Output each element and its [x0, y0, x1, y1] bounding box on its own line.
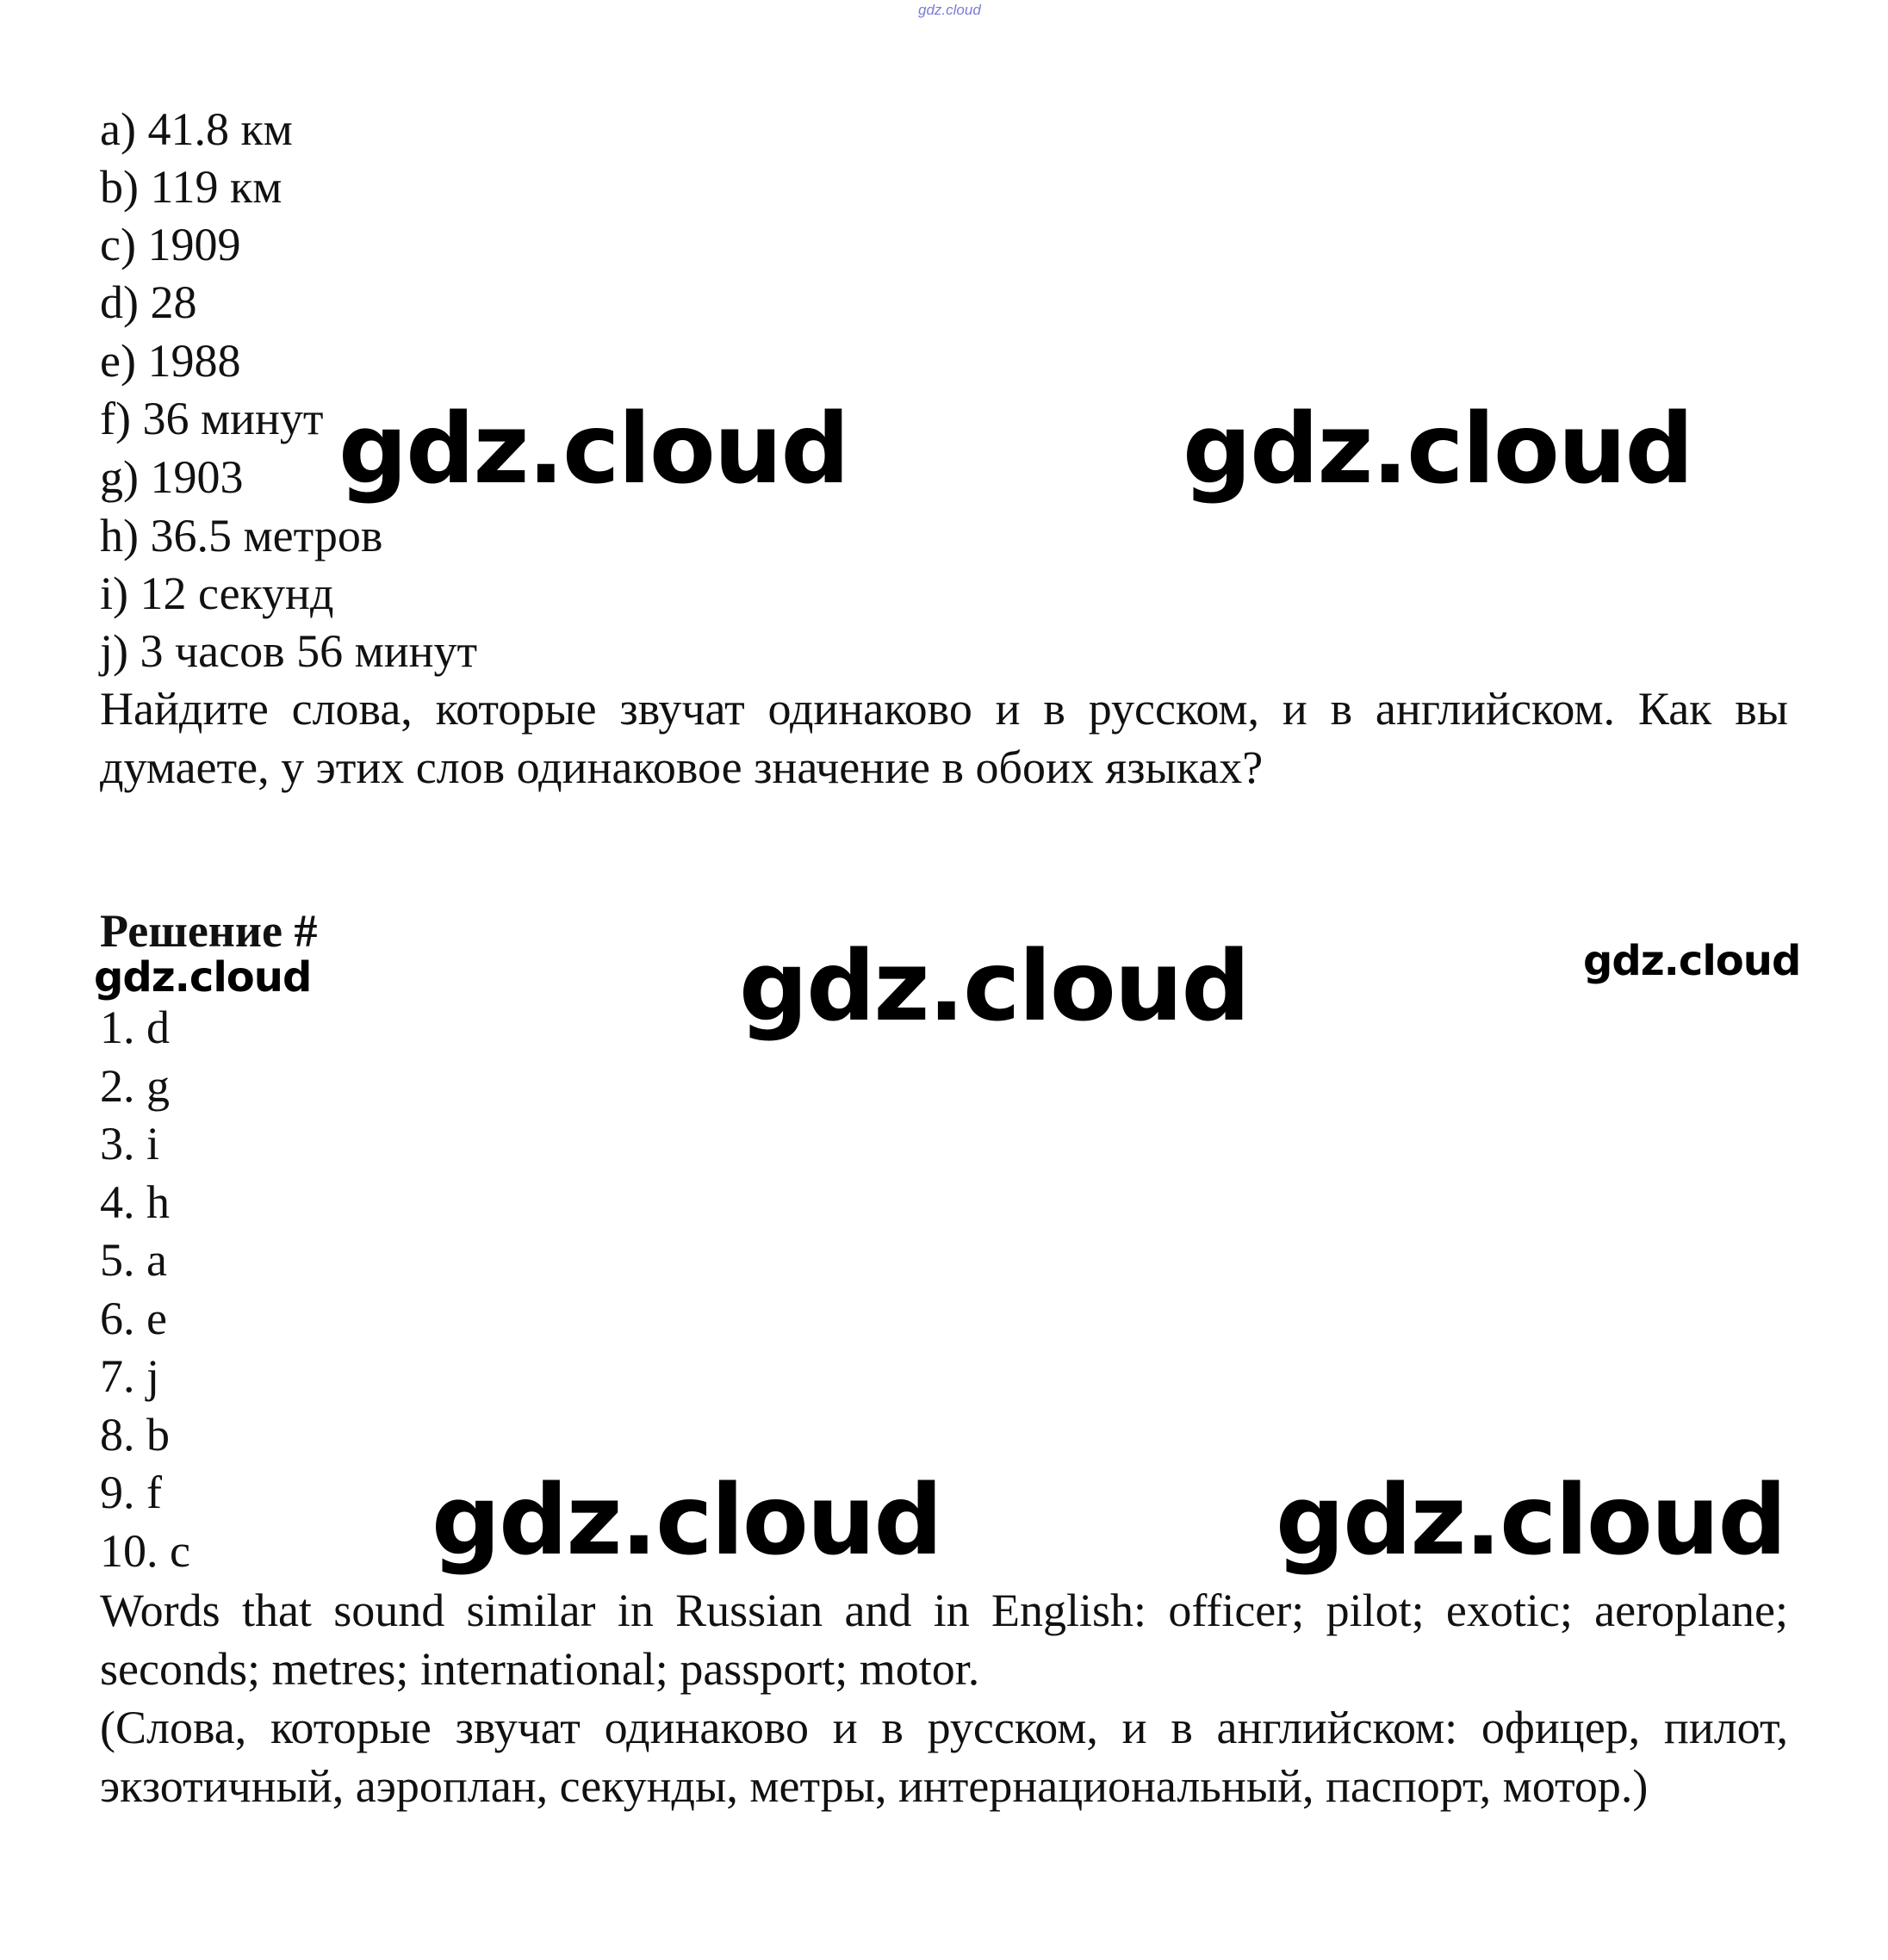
solution-item: 10. c	[100, 1525, 190, 1577]
solution-item: 3. i	[100, 1118, 160, 1169]
watermark: gdz.cloud	[1276, 1465, 1786, 1577]
task-paragraph: Найдите слова, которые звучат одинаково и в русском, и в английском. Как вы думаете, у этих слов одинаковое значение в обоих языках?	[100, 683, 1788, 793]
russian-note: (Слова, которые звучат одинаково и в русском, и в английском: офицер, пилот, экзотичный, аэроплан, секунды, метры, интернациональный, паспорт, мотор.)	[100, 1702, 1788, 1812]
solution-heading: Решение #	[100, 905, 318, 957]
solution-item: 6. e	[100, 1293, 167, 1344]
answer-line: h) 36.5 метров	[100, 510, 383, 561]
watermark: gdz.cloud	[1183, 394, 1692, 506]
solution-item: 7. j	[100, 1350, 160, 1402]
answer-line: j) 3 часов 56 минут	[100, 625, 478, 677]
watermark: gdz.cloud	[739, 931, 1249, 1043]
solution-item: 8. b	[100, 1409, 170, 1461]
answer-line: a) 41.8 км	[100, 103, 293, 155]
solution-item: 9. f	[100, 1467, 162, 1518]
solution-item: 2. g	[100, 1060, 170, 1112]
english-note: Words that sound similar in Russian and in English: officer; pilot; exotic; aeroplane; seconds; metres; international; passport; motor.	[100, 1585, 1788, 1695]
answer-line: g) 1903	[100, 451, 244, 503]
watermark: gdz.cloud	[338, 394, 848, 506]
solution-item: 1. d	[100, 1002, 170, 1053]
watermark: gdz.cloud	[1583, 937, 1801, 985]
answer-line: f) 36 минут	[100, 393, 324, 444]
answer-line: i) 12 секунд	[100, 568, 334, 619]
top-site-mark: gdz.cloud	[918, 2, 981, 18]
solution-item: 5. a	[100, 1234, 167, 1286]
answer-line: c) 1909	[100, 219, 241, 270]
answer-line: d) 28	[100, 276, 197, 328]
answer-line: e) 1988	[100, 335, 241, 387]
answer-line: b) 119 км	[100, 161, 283, 213]
watermark: gdz.cloud	[94, 953, 312, 1002]
solution-item: 4. h	[100, 1176, 170, 1228]
watermark: gdz.cloud	[432, 1465, 941, 1577]
